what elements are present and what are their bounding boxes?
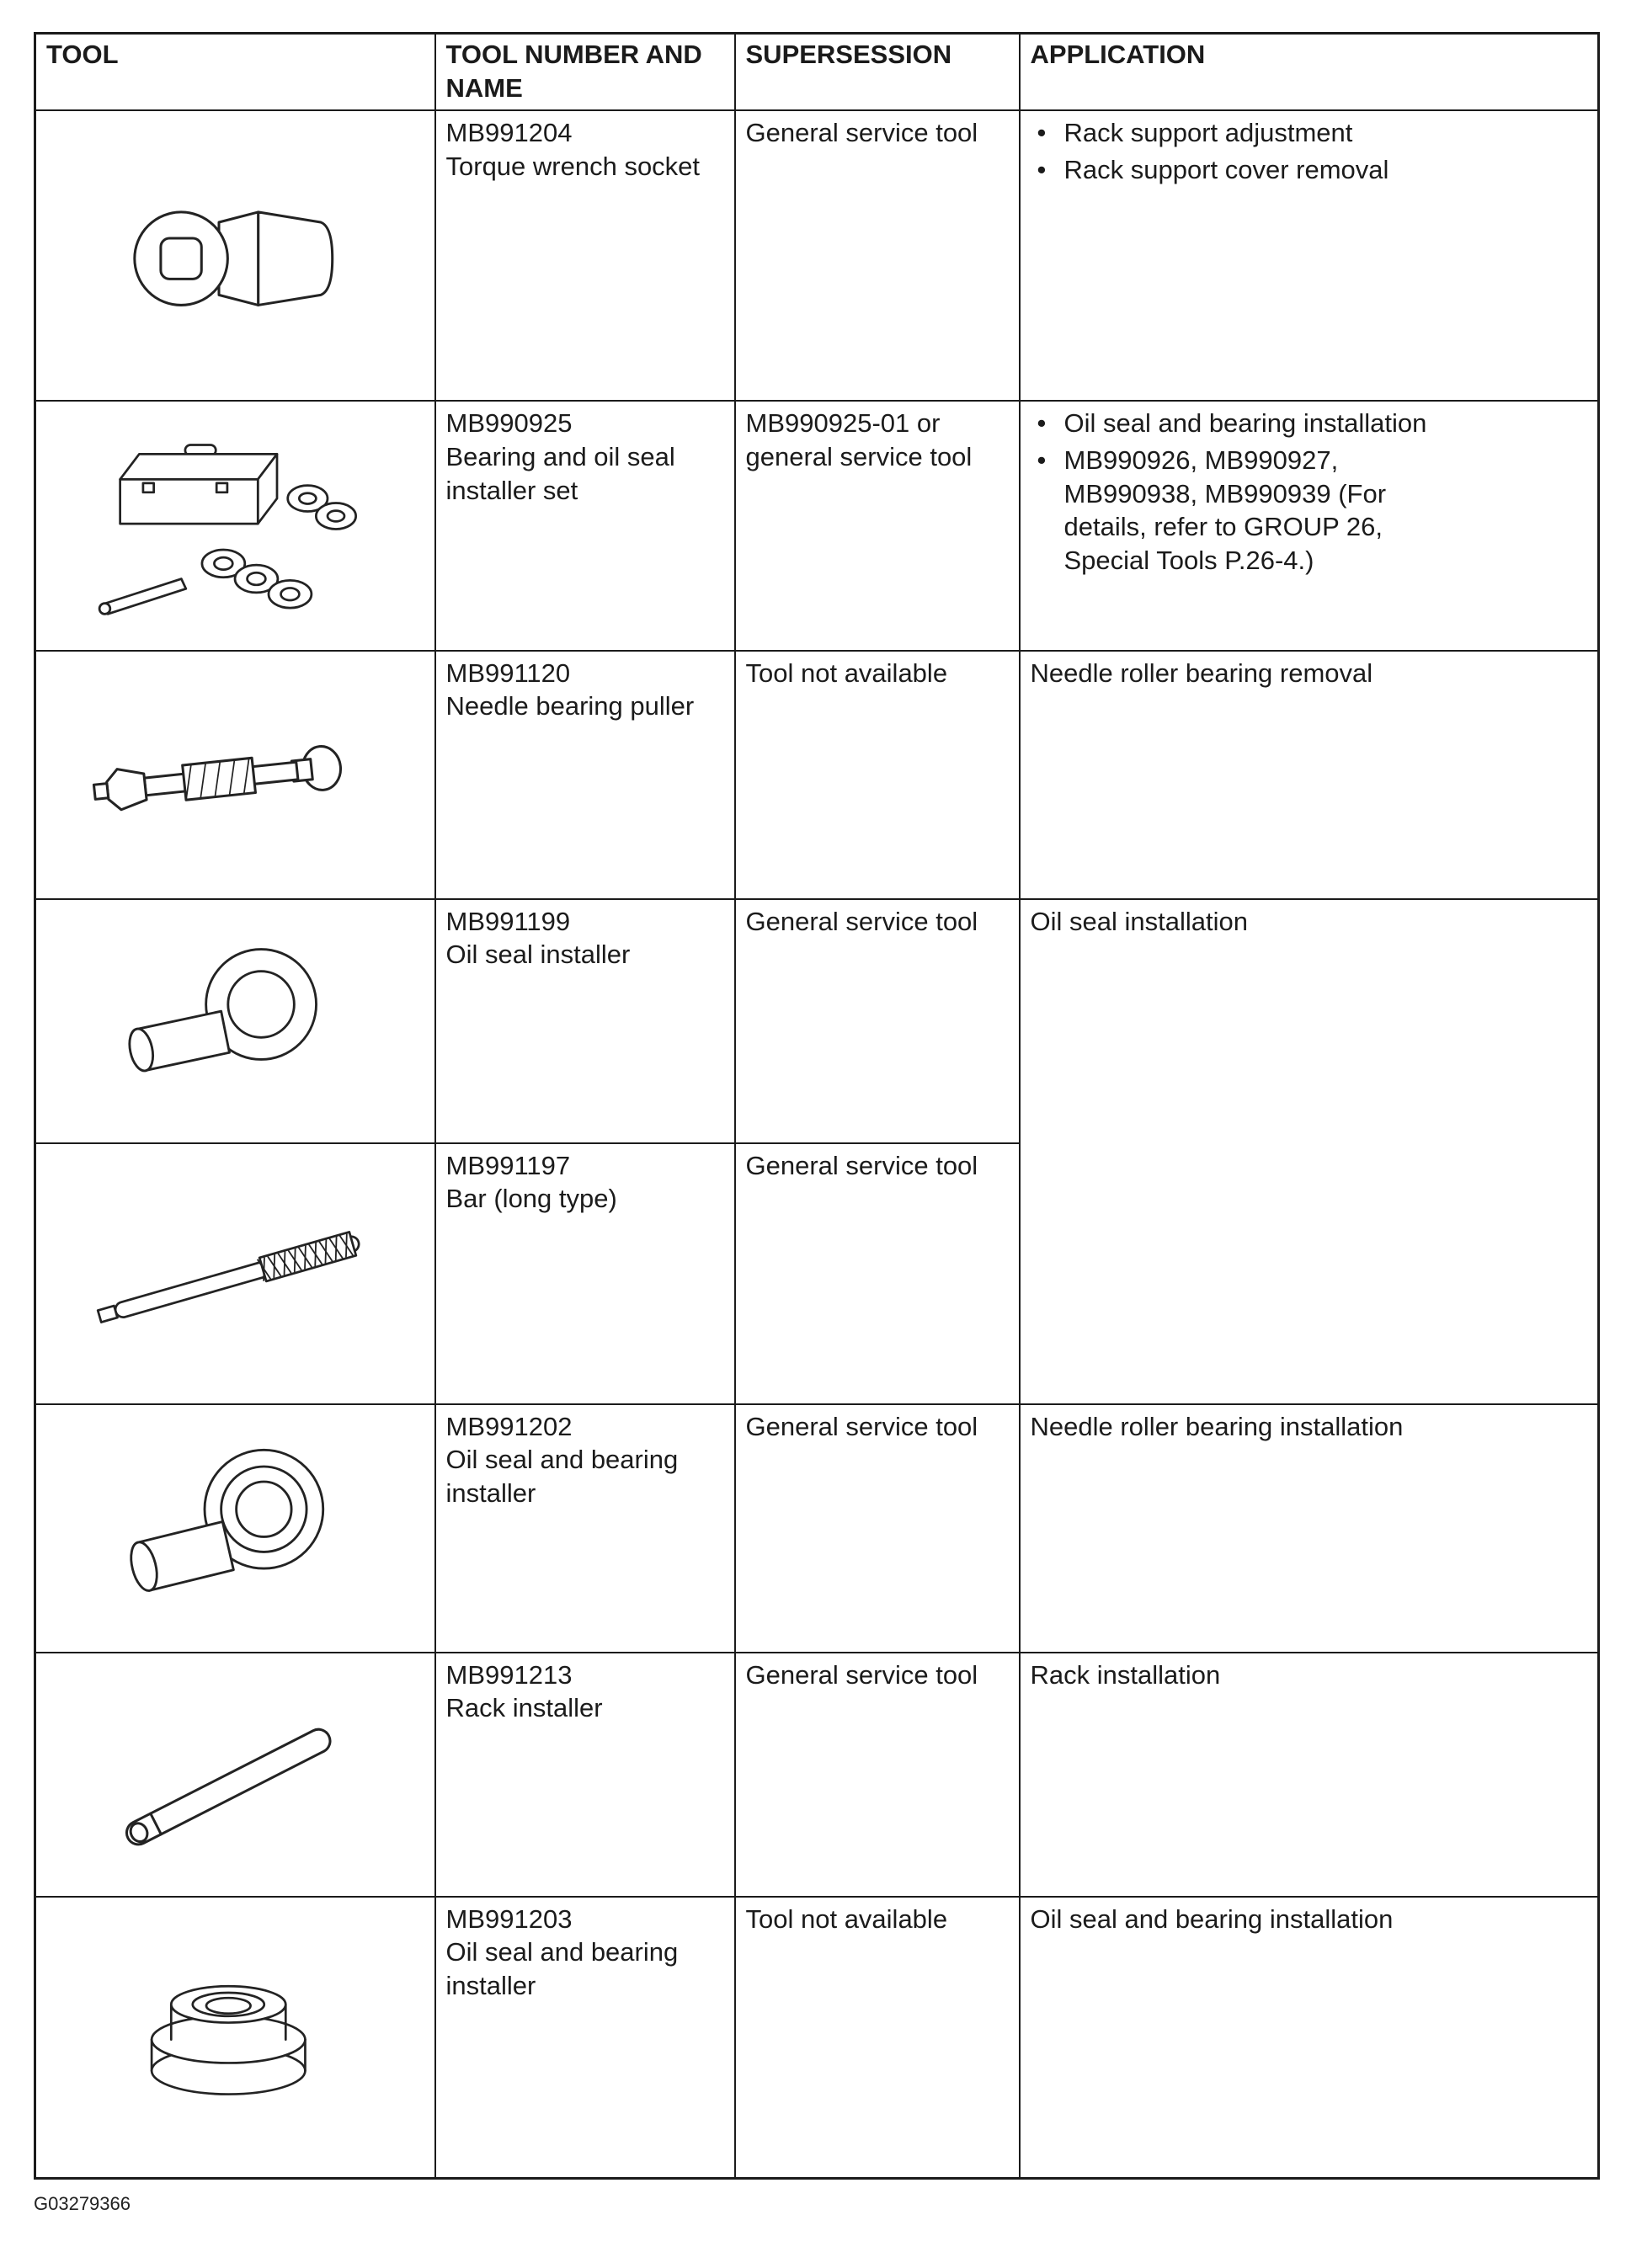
oil-seal-bearing-installer-illustration — [83, 1421, 386, 1627]
tool-number: MB990925 — [445, 408, 573, 439]
tool-name: Oil seal installer — [445, 940, 631, 970]
application-cell — [1020, 899, 1599, 1404]
tool-number: MB991204 — [445, 118, 573, 148]
application-text: Oil seal installation — [1030, 906, 1248, 936]
supersession-text: General service tool — [745, 1150, 978, 1180]
tool-number: MB991203 — [445, 1903, 573, 1934]
tool-illustration-cell — [35, 899, 435, 1143]
col-header-supersession: SUPERSESSION — [735, 34, 1020, 111]
supersession-cell — [735, 1143, 1020, 1404]
tool-illustration-cell — [35, 1143, 435, 1404]
supersession-text: General service tool — [745, 1659, 978, 1690]
special-tools-table — [34, 32, 1600, 2180]
figure-code: G03279366 — [34, 2193, 131, 2215]
supersession-cell — [735, 1653, 1020, 1897]
tool-name: Needle bearing puller — [445, 691, 695, 721]
bearing-oil-seal-installer-set-illustration — [67, 407, 403, 636]
row-mb990925 — [35, 401, 1599, 650]
row-mb991213 — [35, 1653, 1599, 1897]
tool-number: MB991197 — [445, 1150, 571, 1180]
application-text: Rack installation — [1030, 1659, 1221, 1690]
row-mb991203 — [35, 1897, 1599, 2179]
row-mb991202 — [35, 1404, 1599, 1653]
tool-illustration-cell — [35, 1404, 435, 1653]
tool-name: Torque wrench socket — [445, 152, 701, 182]
supersession-cell — [735, 651, 1020, 899]
row-mb991120 — [35, 651, 1599, 899]
supersession-cell — [735, 899, 1020, 1143]
tool-illustration-cell — [35, 401, 435, 650]
application-cell — [1020, 1404, 1599, 1653]
col-header-tool: TOOL — [35, 34, 435, 111]
col-header-tool-number: TOOL NUMBER AND NAME — [435, 34, 735, 111]
row-mb991204 — [35, 110, 1599, 401]
tool-number-cell — [435, 401, 735, 650]
tool-name: Oil seal and bearing installer — [445, 1937, 679, 2001]
application-cell — [1020, 401, 1599, 650]
application-bullet: • Oil seal and bearing installation — [1031, 407, 1588, 440]
application-text: Needle roller bearing installation — [1030, 1411, 1404, 1441]
application-cell — [1020, 110, 1599, 401]
tool-illustration-cell — [35, 110, 435, 401]
bar-long-type-illustration — [67, 1155, 403, 1385]
application-bullet: • MB990926, MB990927, MB990938, MB990939 (For details, refer to GROUP 26, Special Tools P.26-4.) — [1031, 444, 1426, 578]
application-cell — [1020, 1897, 1599, 2179]
tool-number-cell — [435, 1653, 735, 1897]
supersession-text: General service tool — [745, 118, 978, 148]
tool-number-cell — [435, 899, 735, 1143]
tool-number-cell — [435, 1143, 735, 1404]
tool-number: MB991202 — [445, 1411, 573, 1441]
tool-number: MB991120 — [445, 658, 571, 688]
row-mb991199 — [35, 899, 1599, 1143]
application-bullet-list — [1031, 116, 1588, 186]
supersession-text: Tool not available — [745, 1903, 948, 1934]
table-header-row — [35, 34, 1599, 111]
oil-seal-installer-illustration — [83, 913, 386, 1120]
needle-bearing-puller-illustration — [75, 662, 395, 880]
tool-name: Oil seal and bearing installer — [445, 1445, 679, 1509]
supersession-text: General service tool — [745, 1411, 978, 1441]
supersession-cell — [735, 1897, 1020, 2179]
tool-illustration-cell — [35, 651, 435, 899]
application-bullet: • Rack support adjustment — [1031, 116, 1588, 150]
application-bullet-list — [1031, 407, 1588, 577]
tool-number: MB991199 — [445, 906, 571, 936]
supersession-text: General service tool — [745, 906, 978, 936]
tool-name: Bearing and oil seal installer set — [445, 442, 675, 505]
rack-installer-illustration — [75, 1661, 395, 1879]
supersession-text: MB990925-01 or general service tool — [745, 408, 973, 472]
tool-number-cell — [435, 651, 735, 899]
tool-number-cell — [435, 1404, 735, 1653]
tool-number: MB991213 — [445, 1659, 573, 1690]
torque-wrench-socket-illustration — [75, 142, 395, 360]
tool-illustration-cell — [35, 1653, 435, 1897]
application-bullet: • Rack support cover removal — [1031, 153, 1588, 187]
tool-name: Bar (long type) — [445, 1184, 617, 1214]
supersession-cell — [735, 1404, 1020, 1653]
tool-number-cell — [435, 1897, 735, 2179]
application-text: Oil seal and bearing installation — [1030, 1903, 1394, 1934]
application-text: Needle roller bearing removal — [1030, 658, 1373, 688]
tool-name: Rack installer — [445, 1693, 603, 1723]
oil-seal-bearing-installer-2-illustration — [92, 1935, 378, 2131]
supersession-cell — [735, 110, 1020, 401]
tool-illustration-cell — [35, 1897, 435, 2179]
application-cell — [1020, 1653, 1599, 1897]
tool-number-cell — [435, 110, 735, 401]
application-cell — [1020, 651, 1599, 899]
supersession-text: Tool not available — [745, 658, 948, 688]
col-header-application: APPLICATION — [1020, 34, 1599, 111]
supersession-cell — [735, 401, 1020, 650]
